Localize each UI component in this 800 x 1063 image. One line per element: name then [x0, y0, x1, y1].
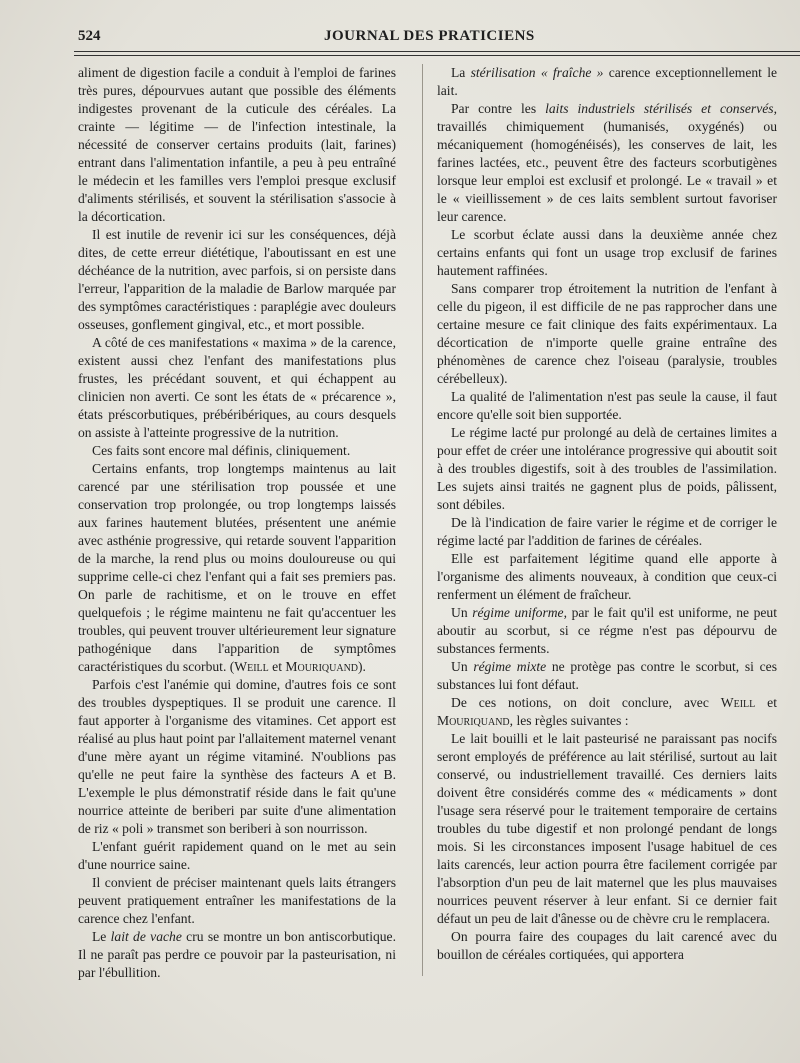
- paragraph: Parfois c'est l'anémie qui domine, d'autres fois ce sont des troubles dyspeptiques. Il se produit une carence. Il faut apporter à l'organisme des vitamines. Cet apport est réalisé au plus haut point par l'allaitement maternel venant d'une mère ayant un régime vitaminé. N'oublions pas qu'elle ne peut faire la synthèse des facteurs A et B. L'exemple le plus démonstratif réside dans le fait qu'une nourrice atteinte de beriberi par suite d'une alimentation de riz « poli » transmet son beriberi à son nourrisson.: [78, 677, 396, 836]
- right-column: [437, 64, 777, 964]
- paragraph: A côté de ces manifestations « maxima » de la carence, existent aussi chez l'enfant des manifestations plus frustes, les précédant souvent, et qui échappent au clinicien non averti. Ce sont les états de « précarence », états préscorbutiques, prébéribériques, au cours desquels on assiste à l'atteinte progressive de la nutrition.: [78, 335, 396, 440]
- italic-term: lait de vache: [110, 929, 182, 944]
- italic-term: stérilisation « fraîche »: [470, 65, 604, 80]
- header-rule: [74, 51, 800, 52]
- paragraph: Le lait de vache cru se montre un bon antiscorbutique. Il ne paraît pas perdre ce pouvoir par la pasteurisation, ni par l'ébullition.: [78, 929, 396, 980]
- paragraph: De ces notions, on doit conclure, avec Weill et Mouriquand, les règles suivantes :: [437, 695, 777, 728]
- paragraph: aliment de digestion facile a conduit à l'emploi de farines très pures, dépourvues autant que possible des éléments indigestes provenant de la cuticule des céréales. La crainte — légitime — de l'infection intestinale, la nécessité de conserver certains produits (lait, farines) entrant dans l'alimentation infantile, a peu à peu entraîné le médecin et les familles vers l'emploi presque exclusif d'aliments stérilisés, et souvent la stérilisation s'associe à la décortication.: [78, 65, 396, 224]
- paragraph: Sans comparer trop étroitement la nutrition de l'enfant à celle du pigeon, il est difficile de ne pas rapprocher dans une certaine mesure ce fait clinique des faits expérimentaux. La décortication de n'importe quelle graine entraîne des phénomènes de carence chez l'oiseau (paralysie, troubles cérébelleux).: [437, 281, 777, 386]
- paragraph: Certains enfants, trop longtemps maintenus au lait carencé par une stérilisation trop poussée et une conservation trop prolongée, ou trop longtemps laissés aux farines hautement blutées, présentent une anémie avec asthénie progressive, qui retarde souvent l'apparition de la marche, la rend plus ou moins douloureuse ou qui supprime celle-ci chez l'enfant qui a fait ses premiers pas. On parle de rachitisme, et on le trouve en effet quelquefois ; le régime maintenu ne fait qu'accentuer les troubles, qui peuvent trouver ultérieurement leur signature pathogénique dans l'apparition de symptômes caractéristiques du scorbut. (Weill et Mouriquand).: [78, 461, 396, 674]
- paragraph: Le régime lacté pur prolongé au delà de certaines limites a pour effet de créer une intolérance progressive qui aboutit soit à des troubles digestifs, soit à des troubles de l'assimilation. Les sujets ainsi traités ne gagnent plus de poids, pâlissent, sont débiles.: [437, 425, 777, 512]
- paragraph: Il convient de préciser maintenant quels laits étrangers peuvent pratiquement entraîner les manifestations de la carence chez l'enfant.: [78, 875, 396, 926]
- column-divider: [422, 64, 423, 976]
- italic-term: régime mixte: [473, 659, 547, 674]
- paragraph: Un régime uniforme, par le fait qu'il est uniforme, ne peut aboutir au scorbut, si ce régme n'est pas dépourvu de substances ferments.: [437, 605, 777, 656]
- italic-term: régime uniforme: [472, 605, 564, 620]
- paragraph: On pourra faire des coupages du lait carencé avec du bouillon de céréales cortiquées, qui apportera: [437, 929, 777, 962]
- author-name: Weill: [234, 659, 269, 674]
- paragraph: Le scorbut éclate aussi dans la deuxième année chez certains enfants qui font un usage trop exclusif de farines hautement raffinées.: [437, 227, 777, 278]
- paragraph: Par contre les laits industriels stérilisés et conservés, travaillés chimiquement (humanisés, oxygénés) ou mécaniquement (homogénéisés), les conserves de lait, les farines lactées, etc., peuvent être des facteurs scorbutigènes lorsque leur emploi est exclusif et prolongé. Le « travail » et le « vieillissement » de ces laits semblent surtout favoriser leur carence.: [437, 101, 777, 224]
- author-name: Weill: [720, 695, 756, 710]
- paragraph: L'enfant guérit rapidement quand on le met au sein d'une nourrice saine.: [78, 839, 396, 872]
- paragraph: Il est inutile de revenir ici sur les conséquences, déjà dites, de cette erreur diététique, l'aboutissant en est une déchéance de la nutrition, avec parfois, si on persiste dans l'erreur, l'apparition de la maladie de Barlow marquée par des symptômes caractéristiques : paraplégie avec douleurs osseuses, gonflement gingival, etc., et mort possible.: [78, 227, 396, 332]
- running-title: JOURNAL DES PRATICIENS: [324, 28, 535, 44]
- paragraph: De là l'indication de faire varier le régime et de corriger le régime lacté par l'addition de farines de céréales.: [437, 515, 777, 548]
- header-rule-thin: [74, 55, 800, 56]
- paragraph: Elle est parfaitement légitime quand elle apporte à l'organisme des aliments nouveaux, à condition que ceux-ci renferment un élément de fraîcheur.: [437, 551, 777, 602]
- author-name: Mouriquand: [437, 713, 510, 728]
- left-column: [78, 64, 396, 982]
- author-name: Mouriquand: [285, 659, 359, 674]
- paragraph: Le lait bouilli et le lait pasteurisé ne paraissant pas nocifs seront employés de préférence au lait stérilisé, surtout au lait conservé, ou industriellement travaillé. Ces derniers laits doivent être considérés comme des « médicaments » dont l'usage sera réservé pour le traitement temporaire de certains troubles du tube digestif et non prolongé pendant de longs mois. Si les circonstances imposent l'usage habituel de ces laits carencés, leur action pourra être facilement corrigée par l'absorption d'un peu de lait maternel que les plus mauvaises nourrices peuvent réserver à leur enfant. Si ce dernier fait défaut un peu de lait d'ânesse ou de chèvre cru le remplacera.: [437, 731, 777, 926]
- paragraph: La stérilisation « fraîche » carence exceptionnellement le lait.: [437, 65, 778, 98]
- page-header: [74, 28, 800, 50]
- paragraph: La qualité de l'alimentation n'est pas seule la cause, il faut encore qu'elle soit bien supportée.: [437, 389, 777, 422]
- italic-term: laits industriels stérilisés et conservés: [545, 101, 774, 116]
- paragraph: Un régime mixte ne protège pas contre le scorbut, si ces substances lui font défaut.: [437, 659, 778, 692]
- page-number: 524: [78, 28, 101, 44]
- paragraph: Ces faits sont encore mal définis, cliniquement.: [92, 443, 351, 458]
